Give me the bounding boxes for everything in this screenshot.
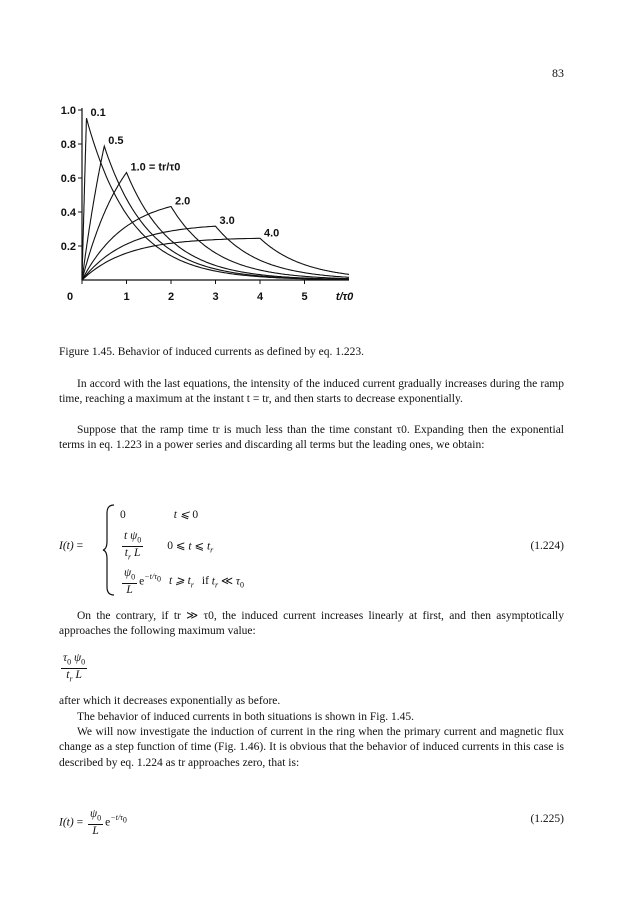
y-tick-label: 0.4	[60, 207, 76, 219]
induced-current-chart	[50, 95, 380, 315]
x-tick-label: 0	[66, 291, 74, 303]
y-tick-label: 1.0	[60, 105, 76, 117]
y-tick-label: 0.2	[60, 241, 76, 253]
paragraph-3: On the contrary, if tr ≫ τ0, the induced current increases linearly at first, and then asymptotically approaches the following maximum value:	[59, 610, 564, 638]
x-tick-label: 1	[123, 291, 130, 303]
paragraph-5: The behavior of induced currents in both situations is shown in Fig. 1.45.	[77, 711, 414, 723]
x-tick-label: 4	[256, 291, 264, 303]
eq-1-225: I(t) = $\frac{\psi_0}{L}$ $e^{-t/\tau_0}$	[59, 808, 127, 838]
eq-1-224-lhs: I(t) =	[59, 540, 84, 552]
figure-caption: Figure 1.45. Behavior of induced currents as defined by eq. 1.223.	[59, 346, 364, 358]
curve-label: 3.0	[219, 215, 235, 228]
paragraph-4: after which it decreases exponentially as before.	[59, 695, 281, 707]
curve-label: 1.0 = tr/τ0	[130, 161, 181, 174]
eq-case-3: $\frac{\psi_0}{L}$ $e^{-t/\tau_0}$ t ⩾ $t_r$ if $t_r$ ≪ $\tau_0$	[124, 567, 245, 597]
x-tick-label: 3	[212, 291, 219, 303]
curve-label: 0.5	[108, 135, 124, 148]
eq-case-2: $\frac{t \psi_0}{t_r L}$ 0 ⩽ t ⩽ $t_r$	[124, 530, 214, 562]
eq-case-1: 0 t ⩽ 0	[120, 509, 199, 521]
page-number: 83	[552, 66, 564, 80]
max-value-expr: $\frac{\tau_0 \psi_0}{t_r L}$	[63, 652, 86, 684]
curve-label: 4.0	[264, 227, 280, 240]
paragraph-2: Suppose that the ramp time tr is much less than the time constant τ0. Expanding then the exponential terms in eq. 1.223 in a power series and discarding all terms but the leading ones, we obtain:	[59, 424, 564, 452]
curve-label: 0.1	[90, 107, 106, 120]
y-tick-label: 0.6	[60, 173, 76, 185]
eq-1-224-number: (1.224)	[530, 540, 564, 552]
left-brace	[102, 503, 116, 597]
eq-1-225-number: (1.225)	[530, 813, 564, 825]
curve-label: 2.0	[175, 195, 191, 208]
curve-tr-0.5	[82, 146, 349, 280]
x-axis-label: t/τ0	[335, 291, 354, 303]
y-tick-label: 0.8	[60, 139, 76, 151]
paragraph-6: We will now investigate the induction of current in the ring when the primary current and magnetic flux change as a step function of time (Fig. 1.46). It is obvious that the behavior of induced currents in this case is described by eq. 1.224 as tr approaches zero, that is:	[59, 726, 564, 769]
x-tick-label: 2	[167, 291, 175, 303]
x-tick-label: 5	[301, 291, 308, 303]
paragraph-1: In accord with the last equations, the intensity of the induced current gradually increases during the ramp time, reaching a maximum at the instant t = tr, and then starts to decrease exponentially.	[59, 378, 564, 406]
